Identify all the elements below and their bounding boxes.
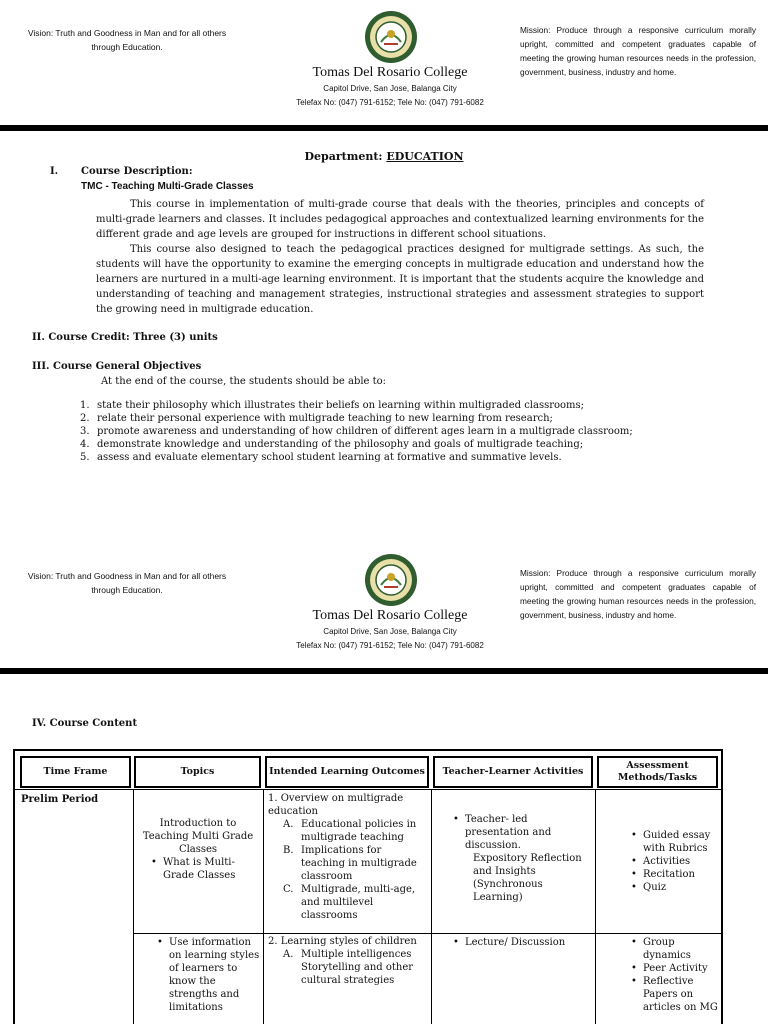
list-item: • Reflective Papers on articles on MG bbox=[629, 975, 721, 1014]
column-divider bbox=[595, 789, 596, 1024]
list-item: • Teacher- led presentation and discussion. bbox=[451, 813, 585, 852]
assessment-cell bbox=[629, 936, 721, 1014]
list-item: 3. promote awareness and understanding of how children of different ages learn in a multigrade classroom; bbox=[80, 426, 633, 437]
college-telefax: Telefax No: (047) 791-6152; Tele No: (047) 791-6082 bbox=[296, 641, 484, 650]
course-content-title: IV. Course Content bbox=[32, 718, 138, 729]
mission-statement: Mission: Produce through a responsive curriculum morally upright, committed and competent graduates capable of meeting the growing human resources needs in the profession, government, business, industry and home. bbox=[520, 25, 756, 77]
outcome-cell: 1. Overview on multigrade education A. Educational policies in multigrade teaching B. Implications for teaching in multigrade classroom C. Multigrade, multi-age, and multilevel classrooms bbox=[268, 792, 428, 922]
assessment-cell bbox=[629, 829, 721, 894]
department-label: Department: bbox=[304, 150, 383, 163]
description-paragraph: This course in implementation of multi-grade course that deals with the theories, principles and concepts of multi-grade learners and classes. It includes pedagogical approaches and contextualized learning environments for the different grade and age levels are grouped for instructions in different school situations. bbox=[96, 199, 704, 240]
outcome-cell: 2. Learning styles of children A. Multiple intelligences Storytelling and other cultural strategies bbox=[268, 935, 428, 987]
column-divider bbox=[263, 789, 264, 1024]
list-item: • Group dynamics bbox=[629, 936, 721, 962]
objectives-intro: At the end of the course, the students should be able to: bbox=[101, 376, 387, 387]
table-header: Intended Learning Outcomes bbox=[265, 756, 429, 788]
list-item: • Peer Activity bbox=[629, 962, 721, 975]
department-line bbox=[0, 150, 768, 163]
section-title: Course Description: bbox=[81, 166, 193, 177]
letterhead bbox=[0, 543, 768, 683]
row-divider bbox=[15, 789, 721, 790]
college-seal-icon bbox=[364, 10, 418, 64]
college-name: Tomas Del Rosario College bbox=[312, 65, 468, 80]
list-item: • Guided essay with Rubrics bbox=[629, 829, 721, 855]
letterhead bbox=[0, 0, 768, 140]
vision-statement: Vision: Truth and Goodness in Man and for all others through Education. bbox=[27, 28, 227, 52]
activity-cell bbox=[451, 936, 585, 949]
college-address: Capitol Drive, San Jose, Balanga City bbox=[323, 627, 457, 636]
column-divider bbox=[133, 789, 134, 1024]
list-item: 2. relate their personal experience with multigrade teaching to new learning from research; bbox=[80, 413, 553, 424]
course-content-table bbox=[13, 749, 723, 1024]
course-description bbox=[96, 197, 704, 317]
list-item: • What is Multi-Grade Classes bbox=[149, 856, 261, 882]
activity-cell: • Teacher- led presentation and discussion. Expository Reflection and Insights (Synchronous Learning) bbox=[451, 813, 585, 904]
topic-cell: Introduction to Teaching Multi Grade Classes • What is Multi-Grade Classes bbox=[135, 817, 261, 882]
mission-statement: Mission: Produce through a responsive curriculum morally upright, committed and competent graduates capable of meeting the growing human resources needs in the profession, government, business, industry and home. bbox=[520, 568, 756, 620]
list-item: A. Educational policies in multigrade teaching bbox=[283, 819, 417, 843]
list-item: • Recitation bbox=[629, 868, 721, 881]
course-credit: II. Course Credit: Three (3) units bbox=[32, 332, 218, 343]
objectives-title: III. Course General Objectives bbox=[32, 361, 202, 372]
college-address: Capitol Drive, San Jose, Balanga City bbox=[323, 84, 457, 93]
topic-cell bbox=[155, 936, 261, 1014]
list-item: • Lecture/ Discussion bbox=[451, 936, 585, 949]
college-telefax: Telefax No: (047) 791-6152; Tele No: (047) 791-6082 bbox=[296, 98, 484, 107]
objectives-list bbox=[80, 399, 730, 464]
column-divider bbox=[431, 789, 432, 1024]
table-header: Assessment Methods/Tasks bbox=[597, 756, 718, 788]
list-item: B. Implications for teaching in multigrade classroom bbox=[283, 845, 417, 882]
course-title: TMC - Teaching Multi-Grade Classes bbox=[81, 181, 254, 192]
row-divider bbox=[133, 933, 721, 934]
list-item: • Use information on learning styles of learners to know the strengths and limitations bbox=[155, 936, 261, 1014]
vision-statement: Vision: Truth and Goodness in Man and for all others through Education. bbox=[27, 571, 227, 595]
section-number: I. bbox=[50, 166, 59, 177]
header-divider bbox=[0, 125, 768, 131]
list-item: 5. assess and evaluate elementary school student learning at formative and summative levels. bbox=[80, 452, 562, 463]
list-item: C. Multigrade, multi-age, and multilevel classrooms bbox=[283, 884, 416, 921]
list-item: 4. demonstrate knowledge and understanding of the philosophy and goals of multigrade teaching; bbox=[80, 439, 584, 450]
college-name: Tomas Del Rosario College bbox=[312, 608, 468, 623]
description-paragraph: This course also designed to teach the pedagogical practices designed for multigrade settings. As such, the students will have the opportunity to examine the emerging concepts in multigrade education and understand how the learners are nurtured in a multi-age learning environment. It is important that the students acquire the knowledge and understanding of teaching and management strategies, instructional strategies and assessment strategies to support the growing need in multigrade education. bbox=[96, 244, 704, 315]
table-header: Time Frame bbox=[20, 756, 131, 788]
table-header: Topics bbox=[134, 756, 261, 788]
list-item: • Activities bbox=[629, 855, 721, 868]
department-name: EDUCATION bbox=[386, 150, 464, 163]
header-divider bbox=[0, 668, 768, 674]
list-item: 1. state their philosophy which illustrates their beliefs on learning within multigraded classrooms; bbox=[80, 400, 585, 411]
college-seal-icon bbox=[364, 553, 418, 607]
table-header: Teacher-Learner Activities bbox=[433, 756, 593, 788]
list-item: A. Multiple intelligences Storytelling and other cultural strategies bbox=[283, 949, 414, 986]
period-label: Prelim Period bbox=[21, 794, 99, 805]
list-item: • Quiz bbox=[629, 881, 721, 894]
